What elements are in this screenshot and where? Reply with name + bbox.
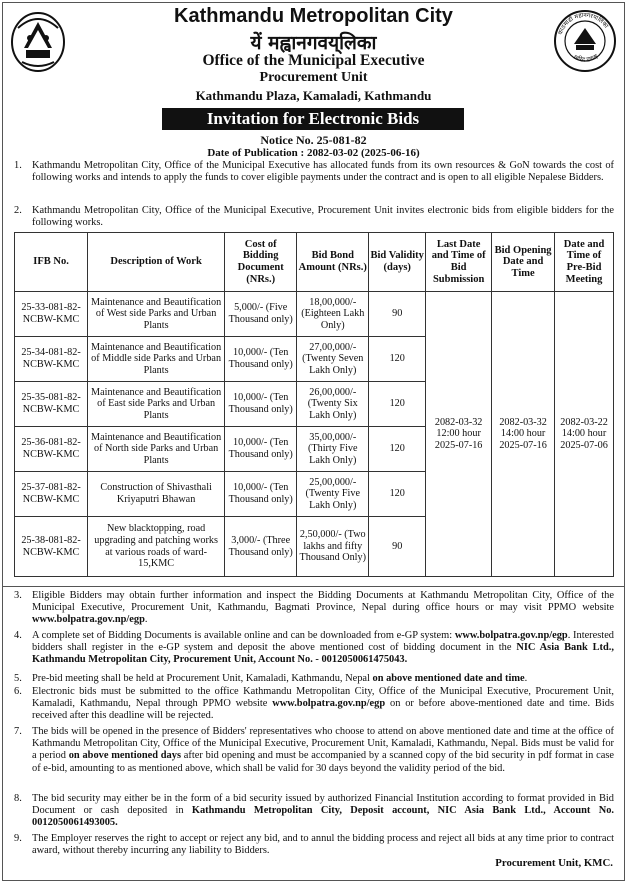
clause-number: 1. bbox=[14, 160, 22, 171]
cost-cell: 3,000/- (Three Thousand only) bbox=[225, 517, 297, 577]
cost-cell: 10,000/- (Ten Thousand only) bbox=[225, 472, 297, 517]
cost-cell: 10,000/- (Ten Thousand only) bbox=[225, 427, 297, 472]
bank-account-info: Kathmandu Metropolitan City, Deposit account, NIC Asia Bank Ltd., Account No. 0012050061493005. bbox=[32, 805, 614, 829]
clause-number: 2. bbox=[14, 205, 22, 216]
description-cell: Maintenance and Beautification of West side Parks and Urban Plants bbox=[88, 292, 225, 337]
validity-cell: 120 bbox=[369, 427, 426, 472]
website-link[interactable]: www.bolpatra.gov.np/egp bbox=[454, 630, 568, 641]
bond-cell: 25,00,000/- (Twenty Five Lakh Only) bbox=[297, 472, 369, 517]
clause-text: on or before above-mentioned date and time. Bids received after this deadline will be rejected. bbox=[32, 698, 614, 722]
publication-date-value: 2082-03-02 (2025-06-16) bbox=[306, 147, 420, 159]
submission-cell: 2082-03-32 12:00 hour 2025-07-16 bbox=[426, 292, 492, 577]
clause-text: Eligible Bidders may obtain further information and inspect the Bidding Documents at Kathmandu Metropolitan City, Office of the Municipal Executive, Procurement Unit, Kathmandu, Bagmati Province, Nepal during office hours or may visit PPMO website bbox=[32, 590, 614, 614]
bids-table bbox=[14, 232, 614, 577]
validity-cell: 90 bbox=[369, 292, 426, 337]
clause-number: 9. bbox=[14, 833, 22, 844]
column-header: Cost of Bidding Document (NRs.) bbox=[225, 233, 297, 292]
ifb-cell: 25-35-081-82-NCBW-KMC bbox=[15, 382, 88, 427]
clause-4 bbox=[14, 630, 614, 667]
description-cell: Maintenance and Beautification of North side Parks and Urban Plants bbox=[88, 427, 225, 472]
unit-name: Procurement Unit bbox=[259, 70, 368, 85]
description-cell: Maintenance and Beautification of Middle side Parks and Urban Plants bbox=[88, 337, 225, 382]
bond-cell: 27,00,000/- (Twenty Seven Lakh Only) bbox=[297, 337, 369, 382]
divider bbox=[2, 586, 625, 587]
column-header: Last Date and Time of Bid Submission bbox=[426, 233, 492, 292]
description-cell: New blacktopping, road upgrading and patching works at various roads of ward-15,KMC bbox=[88, 517, 225, 577]
clause-text: The bids will be opened in the presence of Bidders' representatives who choose to attend on above mentioned date and time at the office of Kathmandu Metropolitan City, Office of the Municipal Executive, Procurement Unit, Kamaladi, Kathmandu, Nepal. Bids must be valid for a period bbox=[32, 726, 614, 762]
clause-number: 6. bbox=[14, 686, 22, 697]
bond-cell: 26,00,000/- (Twenty Six Lakh Only) bbox=[297, 382, 369, 427]
clause-text: The Employer reserves the right to accept or reject any bid, and to annul the bidding process and reject all bids at any time prior to contract award, without thereby incurring any liability to Bidders. bbox=[32, 833, 614, 857]
column-header: IFB No. bbox=[15, 233, 88, 292]
clause-text: . bbox=[524, 673, 528, 684]
invitation-banner: Invitation for Electronic Bids bbox=[162, 108, 464, 130]
bond-cell: 35,00,000/- (Thirty Five Lakh Only) bbox=[297, 427, 369, 472]
website-link[interactable]: www.bolpatra.gov.np/egp bbox=[32, 614, 145, 626]
clause-5 bbox=[14, 673, 614, 685]
page-title: Kathmandu Metropolitan City bbox=[174, 5, 453, 27]
clause-text: A complete set of Bidding Documents is available online and can be downloaded from e-GP system: bbox=[32, 630, 455, 641]
clause-number: 7. bbox=[14, 726, 22, 737]
validity-cell: 90 bbox=[369, 517, 426, 577]
column-header: Date and Time of Pre-Bid Meeting bbox=[555, 233, 614, 292]
clause-number: 4. bbox=[14, 630, 22, 641]
ifb-cell: 25-33-081-82-NCBW-KMC bbox=[15, 292, 88, 337]
ifb-cell: 25-36-081-82-NCBW-KMC bbox=[15, 427, 88, 472]
cost-cell: 10,000/- (Ten Thousand only) bbox=[225, 382, 297, 427]
prebid-cell: 2082-03-22 14:00 hour 2025-07-06 bbox=[555, 292, 614, 577]
clause-text: Electronic bids must be submitted to the office Kathmandu Metropolitan City, Office of the Municipal Executive, Procurement Unit, Kamaladi, Kathmandu, Nepal through PPMO website bbox=[32, 686, 614, 710]
column-header: Description of Work bbox=[88, 233, 225, 292]
emphasis-text: on above mentioned days bbox=[68, 750, 181, 762]
clause-9 bbox=[14, 833, 614, 857]
publication-date-label: Date of Publication : bbox=[207, 147, 307, 159]
validity-cell: 120 bbox=[369, 337, 426, 382]
description-cell: Construction of Shivasthali Kriyaputri Bhawan bbox=[88, 472, 225, 517]
table-header-row bbox=[15, 233, 614, 292]
validity-cell: 120 bbox=[369, 472, 426, 517]
column-header: Bid Bond Amount (NRs.) bbox=[297, 233, 369, 292]
clause-3 bbox=[14, 590, 614, 627]
website-link[interactable]: www.bolpatra.gov.np/egp bbox=[272, 698, 386, 710]
cost-cell: 5,000/- (Five Thousand only) bbox=[225, 292, 297, 337]
ifb-cell: 25-38-081-82-NCBW-KMC bbox=[15, 517, 88, 577]
bank-account-info: NIC Asia Bank Ltd., Kathmandu Metropolitan City, Procurement Unit, Account No. - 0012050061475043. bbox=[32, 642, 614, 666]
ifb-cell: 25-37-081-82-NCBW-KMC bbox=[15, 472, 88, 517]
clause-text: Kathmandu Metropolitan City, Office of the Municipal Executive has allocated funds from its own resources & GoN towards the cost of following works and intends to apply the funds to cover eligible payments under the contract and is open to all eligible Nepalese Bidders. bbox=[32, 160, 614, 184]
nepali-title: यें मह्वानगवय्‌लिका bbox=[250, 32, 377, 54]
seal-text-top: काठमाडौं महानगरपालिका bbox=[556, 11, 610, 36]
clause-text: Pre-bid meeting shall be held at Procurement Unit, Kamaladi, Kathmandu, Nepal bbox=[32, 673, 373, 684]
signature: Procurement Unit, KMC. bbox=[495, 857, 613, 869]
table-row bbox=[15, 292, 614, 337]
clause-6 bbox=[14, 686, 614, 723]
clause-number: 3. bbox=[14, 590, 22, 601]
ifb-cell: 25-34-081-82-NCBW-KMC bbox=[15, 337, 88, 382]
clause-text: after bid opening and must be accompanied by a scanned copy of the bid security in pdf format in case of e-bid, amounting to as mentioned above, which shall be valid for 30 days beyond the validity period of the bid. bbox=[32, 750, 614, 774]
clause-2 bbox=[14, 205, 614, 229]
validity-cell: 120 bbox=[369, 382, 426, 427]
notice-number: Notice No. 25-081-82 bbox=[260, 133, 367, 147]
opening-cell: 2082-03-32 14:00 hour 2025-07-16 bbox=[492, 292, 555, 577]
publication-date bbox=[0, 147, 627, 159]
clause-text: . Interested bidders shall register in the e-GP system and deposit the above mentioned cost of bidding document in the bbox=[32, 630, 614, 654]
clause-number: 8. bbox=[14, 793, 22, 804]
column-header: Bid Validity (days) bbox=[369, 233, 426, 292]
office-name: Office of the Municipal Executive bbox=[202, 52, 425, 69]
clause-8 bbox=[14, 793, 614, 830]
address: Kathmandu Plaza, Kamaladi, Kathmandu bbox=[195, 88, 432, 103]
clause-7 bbox=[14, 726, 614, 775]
clause-number: 5. bbox=[14, 673, 22, 684]
clause-text: Kathmandu Metropolitan City, Office of the Municipal Executive, Procurement Unit invites electronic bids from eligible bidders for the following works. bbox=[32, 205, 614, 229]
bond-cell: 2,50,000/- (Two lakhs and fifty Thousand Only) bbox=[297, 517, 369, 577]
bond-cell: 18,00,000/- (Eighteen Lakh Only) bbox=[297, 292, 369, 337]
clause-1 bbox=[14, 160, 614, 184]
clause-text: The bid security may either be in the form of a bid security issued by authorized Financial Institution according to format provided in Bid Document or cash deposited in bbox=[32, 793, 614, 817]
clause-text: . bbox=[144, 614, 148, 626]
emphasis-text: on above mentioned date and time bbox=[372, 673, 525, 684]
cost-cell: 10,000/- (Ten Thousand only) bbox=[225, 337, 297, 382]
column-header: Bid Opening Date and Time bbox=[492, 233, 555, 292]
description-cell: Maintenance and Beautification of East side Parks and Urban Plants bbox=[88, 382, 225, 427]
seal-text-bottom: खरिद एकाइ bbox=[572, 52, 600, 64]
